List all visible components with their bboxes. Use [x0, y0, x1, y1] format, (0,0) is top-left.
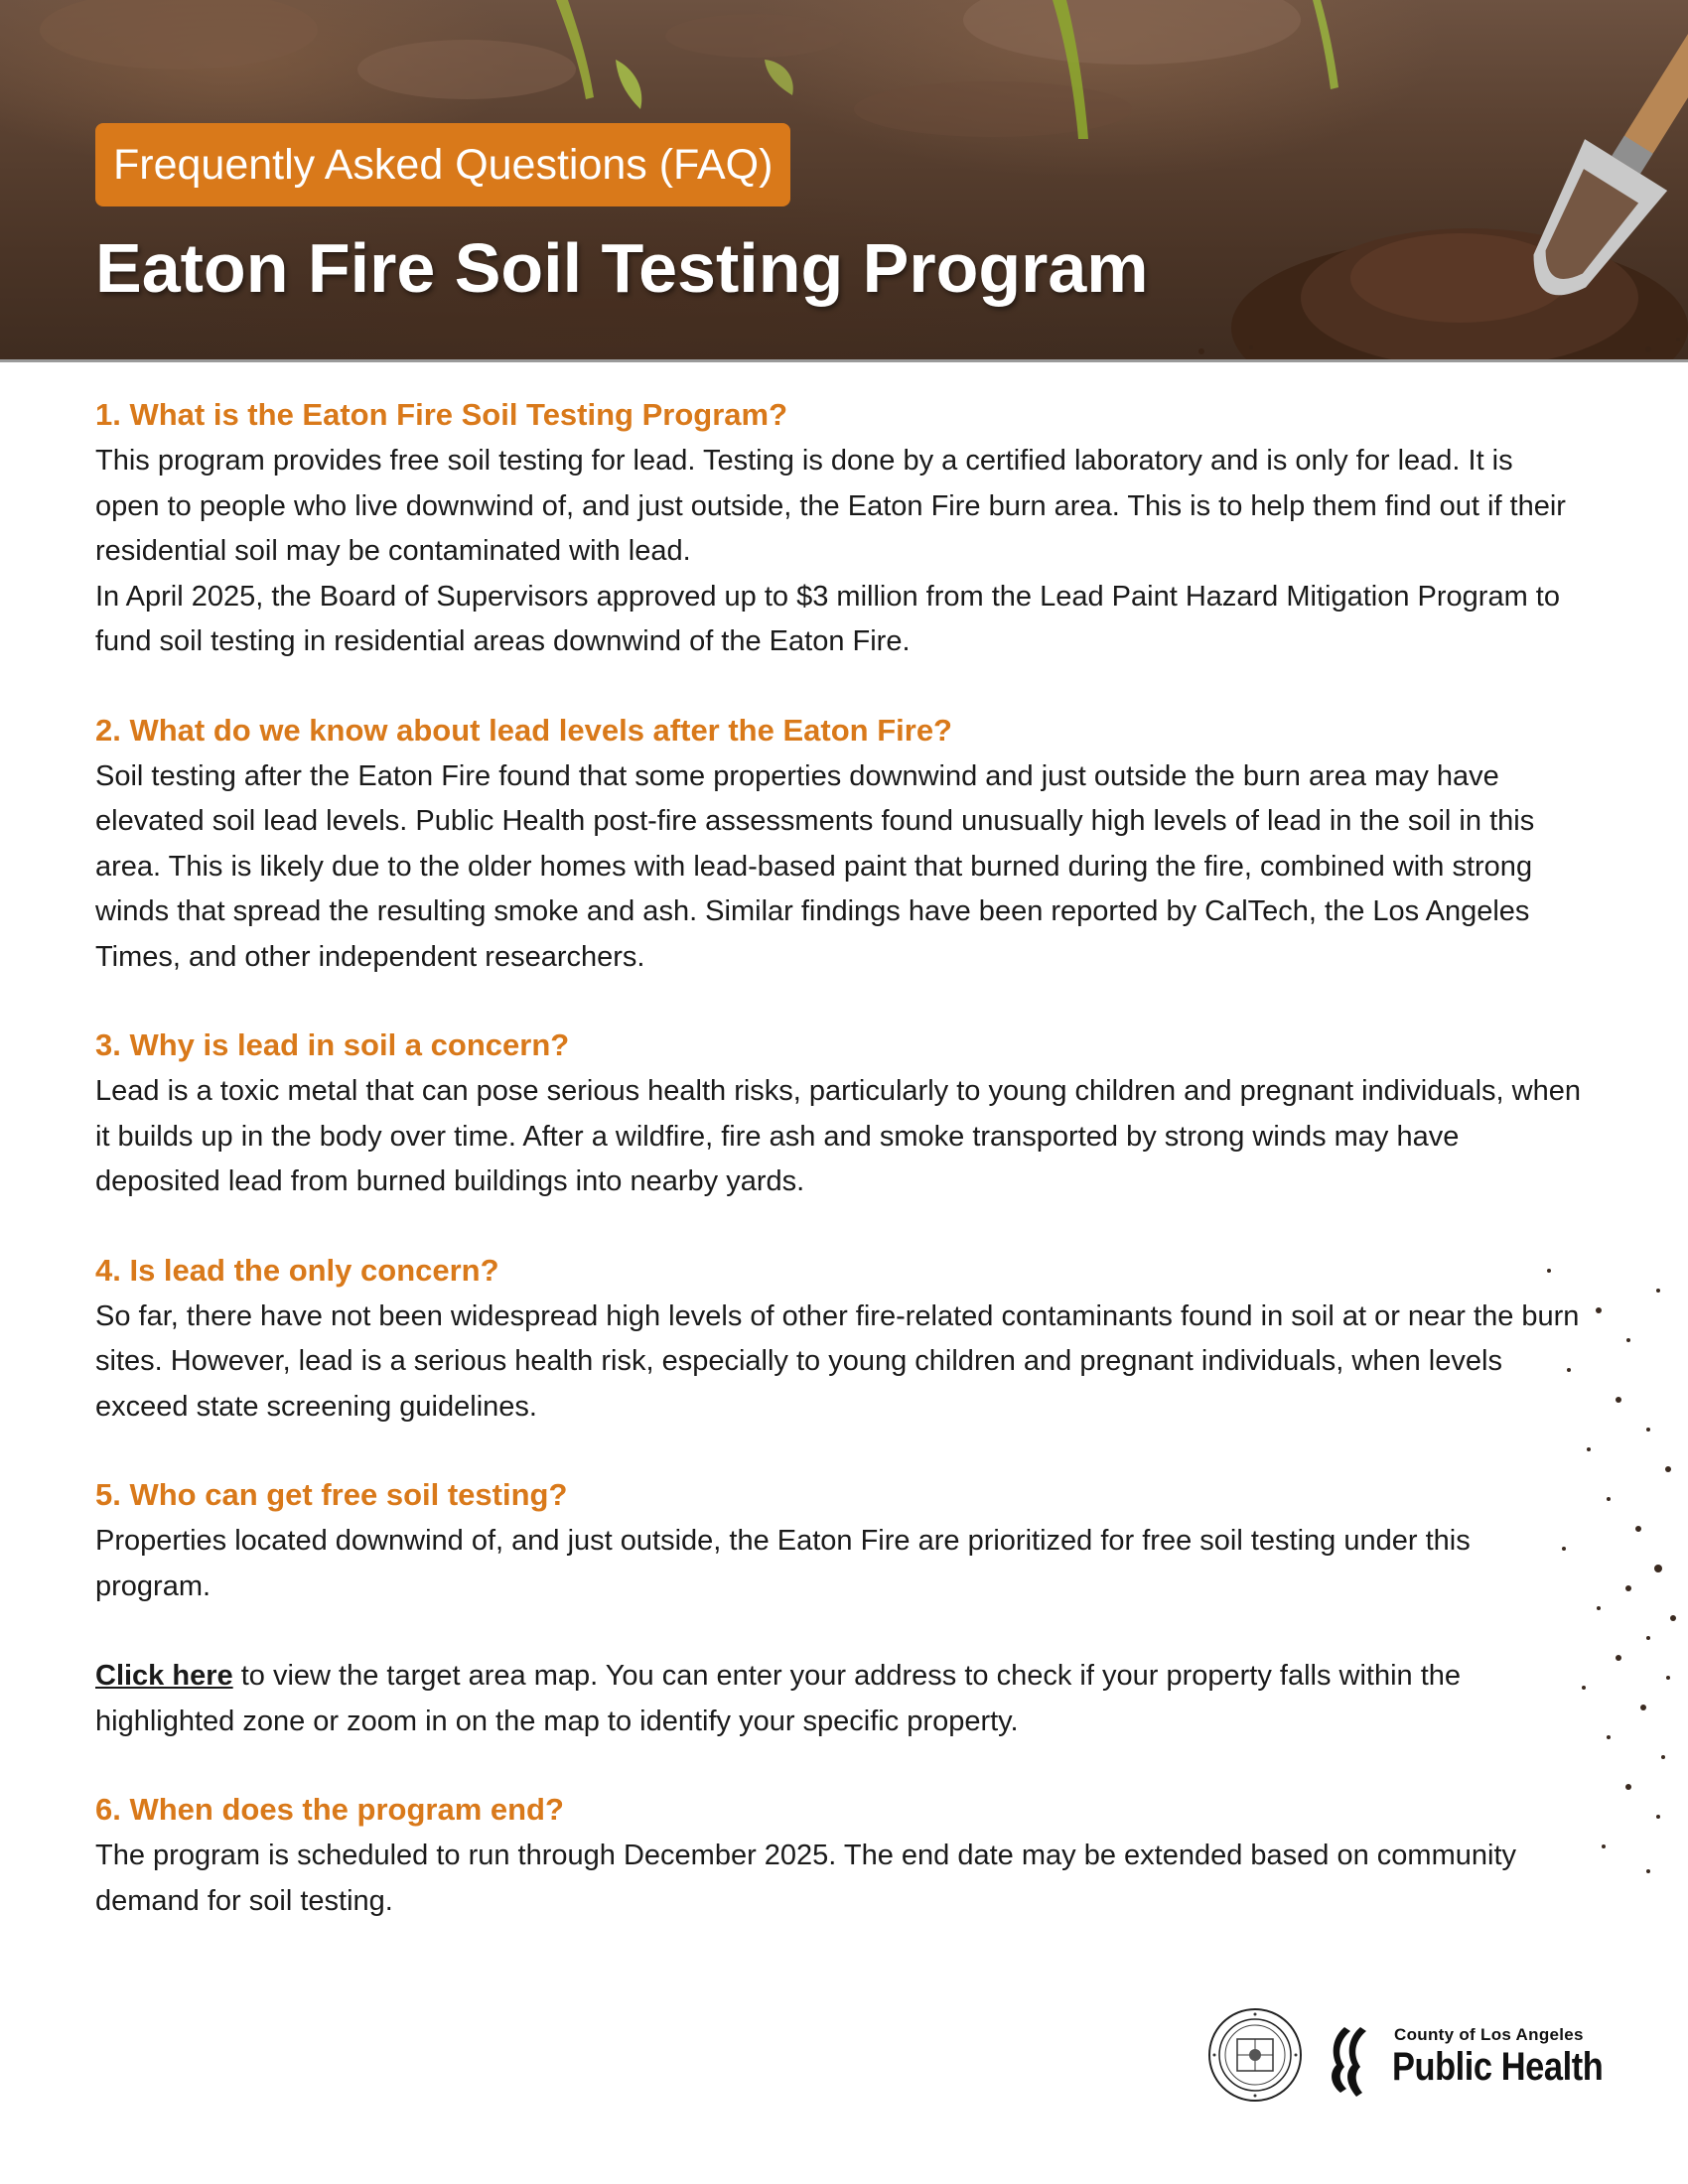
faq-answer: Soil testing after the Eaton Fire found that some properties downwind and just outside the burn area may have elevated soil lead levels. Public Health post-fire assessments found unusually high levels of lead in the soil in this area. This is likely due to the older homes with lead-based paint that burned during the fire, combined with strong winds that spread the resulting smoke and ash. Similar findings have been reported by CalTech, the Los Angeles Times, and other independent researchers. — [95, 759, 1535, 973]
faq-question: 2. What do we know about lead levels after the Eaton Fire? — [95, 712, 952, 748]
faq-question: 5. Who can get free soil testing? — [95, 1477, 568, 1512]
banner-divider — [0, 359, 1688, 362]
faq-badge-label: Frequently Asked Questions (FAQ) — [113, 140, 774, 189]
target-area-map-link[interactable]: Click here — [95, 1660, 233, 1692]
header-banner — [0, 0, 1688, 361]
faq-item-5 — [95, 1475, 1585, 1744]
faq-badge — [95, 123, 790, 206]
faq-answer: This program provides free soil testing for lead. Testing is done by a certified laboratory and is only for lead. It is open to people who live downwind of, and just outside, the Eaton Fire burn area. This is to help them find out if their residential soil may be contaminated with lead. — [95, 445, 1566, 567]
dirt-specks-decoration — [1509, 1251, 1688, 1886]
map-link-followup-text: to view the target area map. You can enter your address to check if your property falls within the highlighted zone or zoom in on the map to identify your specific property. — [95, 1660, 1462, 1737]
public-health-logo — [1325, 2019, 1622, 2103]
county-name: County of Los Angeles — [1394, 2025, 1584, 2044]
page-title: Eaton Fire Soil Testing Program — [95, 229, 1149, 307]
faq-list — [95, 395, 1585, 1970]
faq-question: 4. Is lead the only concern? — [95, 1252, 499, 1288]
faq-question: 6. When does the program end? — [95, 1792, 564, 1827]
faq-answer: The program is scheduled to run through December 2025. The end date may be extended based on community demand for soil testing. — [95, 1840, 1516, 1917]
agency-name: Public Health — [1392, 2045, 1604, 2089]
faq-answer: In April 2025, the Board of Supervisors approved up to $3 million from the Lead Paint Hazard Mitigation Program to fund soil testing in residential areas downwind of the Eaton Fire. — [95, 580, 1560, 657]
faq-question: 1. What is the Eaton Fire Soil Testing Program? — [95, 397, 788, 432]
faq-item-2 — [95, 711, 1585, 981]
faq-question: 3. Why is lead in soil a concern? — [95, 1027, 570, 1062]
faq-answer-map — [95, 1654, 1585, 1744]
faq-item-1 — [95, 395, 1585, 665]
public-health-profile-icon — [1325, 2023, 1384, 2101]
faq-answer: Properties located downwind of, and just outside, the Eaton Fire are prioritized for free soil testing under this program. — [95, 1525, 1471, 1602]
paragraph-spacer — [95, 1609, 1585, 1654]
faq-item-6 — [95, 1790, 1585, 1924]
faq-answer: Lead is a toxic metal that can pose serious health risks, particularly to young children and pregnant individuals, when it builds up in the body over time. After a wildfire, fire ash and smoke transported by strong winds may have deposited lead from burned buildings into nearby yards. — [95, 1075, 1581, 1197]
county-seal-icon — [1207, 2007, 1303, 2103]
faq-answer: So far, there have not been widespread high levels of other fire-related contaminants found in soil at or near the burn sites. However, lead is a serious health risk, especially to young children and pregnant individuals, when levels exceed state screening guidelines. — [95, 1299, 1580, 1423]
faq-item-4 — [95, 1251, 1585, 1431]
faq-item-3 — [95, 1025, 1585, 1205]
